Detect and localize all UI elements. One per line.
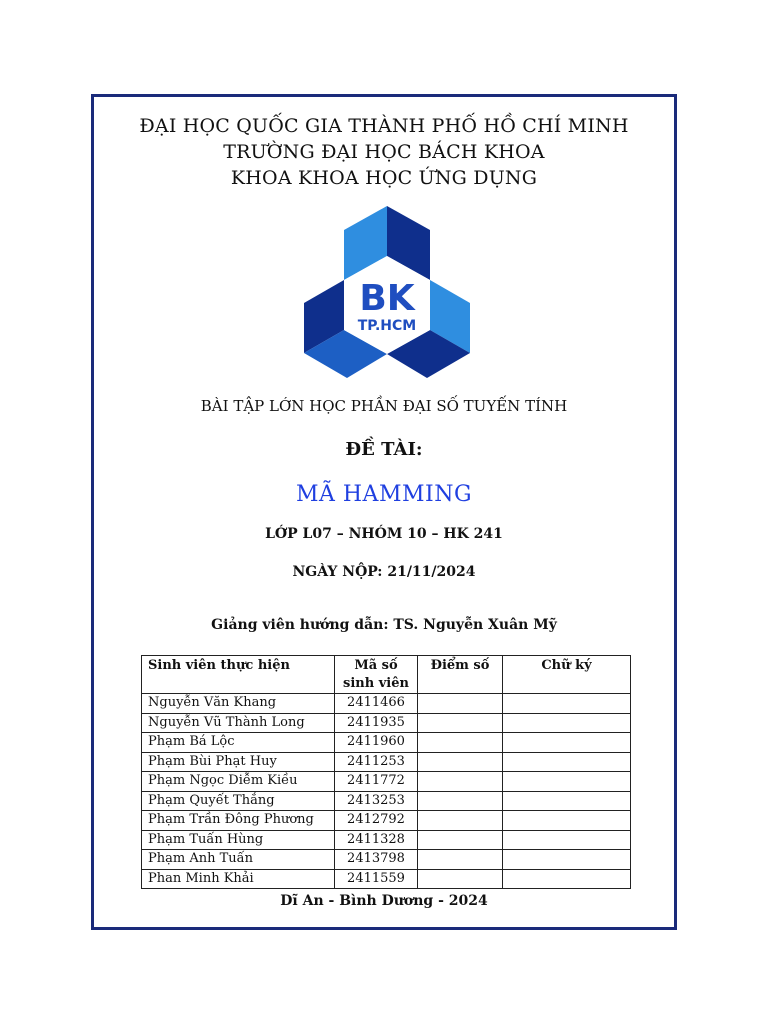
student-name: Phạm Quyết Thắng — [142, 791, 335, 811]
student-id: 2411328 — [335, 830, 418, 850]
student-id: 2411253 — [335, 752, 418, 772]
student-name: Phạm Tuấn Hùng — [142, 830, 335, 850]
table-row — [142, 772, 631, 792]
score-cell — [418, 850, 503, 870]
student-id: 2411772 — [335, 772, 418, 792]
signature-cell — [503, 869, 631, 889]
signature-cell — [503, 811, 631, 831]
score-cell — [418, 713, 503, 733]
student-name: Phạm Bùi Phạt Huy — [142, 752, 335, 772]
score-cell — [418, 772, 503, 792]
university-header — [94, 113, 674, 191]
score-cell — [418, 733, 503, 753]
header-line-university: ĐẠI HỌC QUỐC GIA THÀNH PHỐ HỒ CHÍ MINH — [139, 115, 629, 137]
table-row — [142, 850, 631, 870]
table-row — [142, 830, 631, 850]
table-row — [142, 791, 631, 811]
student-name: Nguyễn Văn Khang — [142, 694, 335, 714]
header-signature: Chữ ký — [503, 656, 631, 694]
table-row — [142, 694, 631, 714]
class-group-line: LỚP L07 – NHÓM 10 – HK 241 — [265, 526, 503, 542]
score-cell — [418, 791, 503, 811]
signature-cell — [503, 850, 631, 870]
student-name: Phan Minh Khải — [142, 869, 335, 889]
student-id: 2412792 — [335, 811, 418, 831]
signature-cell — [503, 694, 631, 714]
student-name: Phạm Ngọc Diễm Kiều — [142, 772, 335, 792]
topic-title: MÃ HAMMING — [295, 482, 473, 507]
student-id: 2411935 — [335, 713, 418, 733]
signature-cell — [503, 830, 631, 850]
signature-cell — [503, 772, 631, 792]
lecturer-line: Giảng viên hướng dẫn: TS. Nguyễn Xuân Mỹ — [211, 617, 557, 633]
footer-location-year: Dĩ An - Bình Dương - 2024 — [280, 893, 488, 909]
subject-title: BÀI TẬP LỚN HỌC PHẦN ĐẠI SỐ TUYẾN TÍNH — [200, 397, 568, 415]
student-name: Nguyễn Vũ Thành Long — [142, 713, 335, 733]
table-row — [142, 752, 631, 772]
bk-logo-icon — [304, 206, 470, 380]
signature-cell — [503, 752, 631, 772]
header-line-faculty: KHOA KHOA HỌC ỨNG DỤNG — [230, 167, 538, 189]
student-id: 2411466 — [335, 694, 418, 714]
table-row — [142, 811, 631, 831]
logo-text-main: BK — [359, 278, 415, 319]
signature-cell — [503, 791, 631, 811]
submission-date: NGÀY NỘP: 21/11/2024 — [292, 564, 476, 580]
cover-frame — [91, 94, 677, 930]
student-table — [141, 655, 631, 889]
signature-cell — [503, 733, 631, 753]
signature-cell — [503, 713, 631, 733]
score-cell — [418, 869, 503, 889]
header-student-id-line2: sinh viên — [343, 676, 409, 691]
topic-label: ĐỀ TÀI: — [345, 439, 423, 460]
score-cell — [418, 811, 503, 831]
student-name: Phạm Bá Lộc — [142, 733, 335, 753]
header-student-name: Sinh viên thực hiện — [142, 656, 335, 694]
student-name: Phạm Trần Đông Phương — [142, 811, 335, 831]
logo-text-sub: TP.HCM — [357, 318, 417, 334]
table-row — [142, 869, 631, 889]
score-cell — [418, 830, 503, 850]
student-name: Phạm Anh Tuấn — [142, 850, 335, 870]
student-id: 2413253 — [335, 791, 418, 811]
header-score: Điểm số — [418, 656, 503, 694]
table-row — [142, 713, 631, 733]
header-student-id — [335, 656, 418, 694]
score-cell — [418, 752, 503, 772]
table-row — [142, 733, 631, 753]
score-cell — [418, 694, 503, 714]
student-id: 2411559 — [335, 869, 418, 889]
student-id: 2413798 — [335, 850, 418, 870]
header-student-id-line1: Mã số — [354, 658, 398, 673]
student-id: 2411960 — [335, 733, 418, 753]
header-line-school: TRƯỜNG ĐẠI HỌC BÁCH KHOA — [223, 141, 545, 163]
table-header-row — [142, 656, 631, 694]
